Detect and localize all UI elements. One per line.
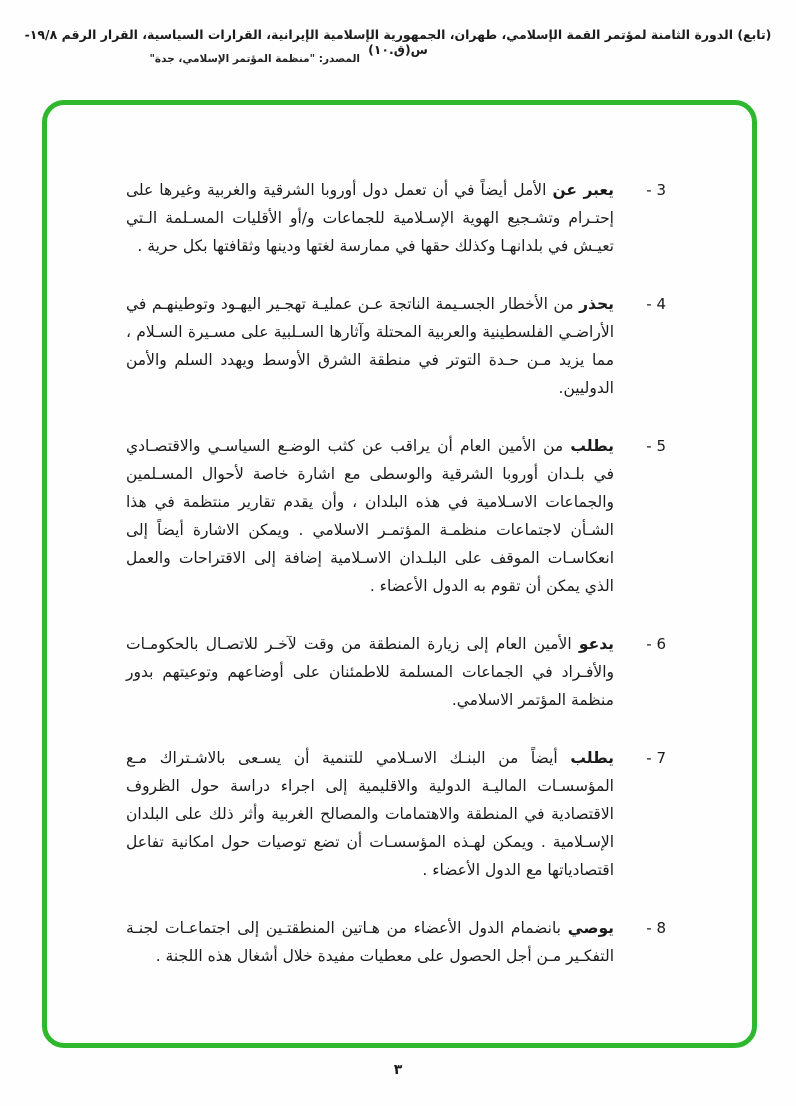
paragraph-text xyxy=(126,176,614,260)
paragraph-body-text: الأمل أيضاً في أن تعمل دول أوروبا الشرقية والغربية وغيرها على إحتـرام وتشـجيع الهوية الإسـلامية للجماعات و/أو الأقليات المسـلمة الـتي تعيـش في بلدانهـا وكذلك حقها في ممارسة لغتها ودينها وثقافتها بكل حرية . xyxy=(126,181,614,255)
resolution-paragraph-6 xyxy=(126,630,666,714)
paragraph-body-text: الأمين العام إلى زيارة المنطقة من وقت لآخـر للاتصـال بالحكومـات والأفـراد في الجماعات المسلمة للاطمئنان على أوضاعهم وتوعيتهم بدور منظمة المؤتمر الاسلامي. xyxy=(126,635,614,709)
paragraph-text xyxy=(126,914,614,970)
resolution-paragraph-5 xyxy=(126,432,666,600)
document-header-title: (تابع) الدورة الثامنة لمؤتمر القمة الإسلامي، طهران، الجمهورية الإسلامية الإيرانية، القرارات السياسية، القرار الرقم ١٩/٨-س(ق.١٠) xyxy=(24,27,772,57)
paragraph-body-text: من الأمين العام أن يراقب عن كثب الوضـع السياسـي والاقتصـادي في بلـدان أوروبا الشرقية والوسطى مع اشارة خاصة لأحوال المسـلمين والجماعات الاسـلامية في هذه البلدان ، وأن يقدم تقارير منتظمة في هذا الشـأن لاجتماعات منظمـة المؤتمـر الاسلامي . ويمكن الاشارة أيضاً إلى انعكاسـات الموقف على البلـدان الاسـلامية إضافة إلى الاقتراحات والعمل الذي يمكن أن تقوم به الدول الأعضاء . xyxy=(126,437,614,595)
paragraph-number: - 8 xyxy=(646,919,666,937)
paragraph-text xyxy=(126,432,614,600)
paragraph-number: - 3 xyxy=(646,181,666,199)
paragraph-number: - 7 xyxy=(646,749,666,767)
paragraph-body-text: بانضمام الدول الأعضاء من هـاتين المنطقتـين إلى اجتماعـات لجنـة التفكـير مـن أجل الحصول على معطيات مفيدة خلال أشغال هذه اللجنة . xyxy=(126,919,614,965)
resolution-paragraph-3 xyxy=(126,176,666,260)
paragraph-lead-word: يوصي xyxy=(567,919,614,937)
paragraph-text xyxy=(126,290,614,402)
paragraph-lead-word: يطلب xyxy=(570,437,614,455)
resolution-body xyxy=(126,176,666,970)
paragraph-lead-word: يحذر xyxy=(579,295,614,313)
resolution-paragraph-7 xyxy=(126,744,666,884)
paragraph-lead-word: يعبر عن xyxy=(552,181,614,199)
paragraph-number: - 6 xyxy=(646,635,666,653)
document-source-label: المصدر: "منظمة المؤتمر الإسلامي، جدة" xyxy=(149,53,360,65)
paragraph-number: - 4 xyxy=(646,295,666,313)
paragraph-text xyxy=(126,630,614,714)
paragraph-body-text: من الأخطار الجسـيمة الناتجة عـن عمليـة تهجـير اليهـود وتوطينهـم في الأراضـي الفلسطينية والعربية المحتلة وآثارها السـلبية على مسـيرة السـلام ، مما يزيد مـن حـدة التوتر في منطقة الشرق الأوسط ويهدد السلم والأمن الدوليين. xyxy=(126,295,614,397)
resolution-paragraph-8 xyxy=(126,914,666,970)
paragraph-number: - 5 xyxy=(646,437,666,455)
page-number: ٣ xyxy=(393,1062,403,1078)
paragraph-lead-word: يطلب xyxy=(570,749,614,767)
paragraph-text xyxy=(126,744,614,884)
paragraph-lead-word: يدعو xyxy=(578,635,614,653)
paragraph-body-text: أيضاً من البنـك الاسـلامي للتنمية أن يسـعى بالاشـتراك مـع المؤسسـات الماليـة الدولية والاقليمية إلى اجراء دراسة حول الظروف الاقتصادية في المنطقة والاهتمامات والمصالح الغربية وأثر ذلك على البلدان الإسـلامية . ويمكن لهـذه المؤسسـات أن تضع توصيات حول امكانية تفاعل اقتصادياتها مع الدول الأعضاء . xyxy=(126,749,614,879)
resolution-paragraph-4 xyxy=(126,290,666,402)
